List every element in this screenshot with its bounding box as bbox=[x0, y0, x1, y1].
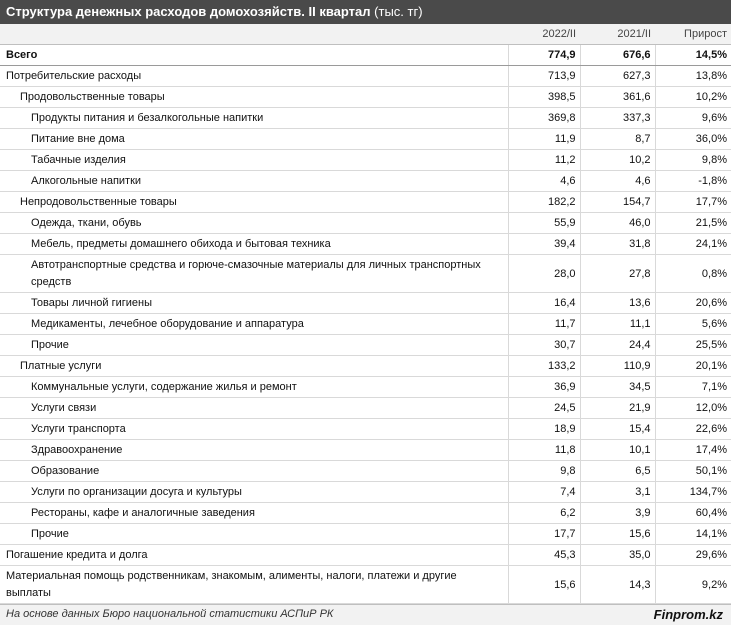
row-name: Платные услуги bbox=[0, 356, 508, 377]
row-name: Автотранспортные средства и горюче-смазочные материалы для личных транспортных средств bbox=[0, 255, 508, 293]
row-name: Образование bbox=[0, 461, 508, 482]
table-row bbox=[0, 545, 731, 566]
row-growth: 24,1% bbox=[655, 234, 731, 255]
row-growth: 21,5% bbox=[655, 213, 731, 234]
row-name: Погашение кредита и долга bbox=[0, 545, 508, 566]
row-growth: 7,1% bbox=[655, 377, 731, 398]
row-value-2022: 24,5 bbox=[508, 398, 580, 419]
row-value-2022: 17,7 bbox=[508, 524, 580, 545]
table-row bbox=[0, 503, 731, 524]
row-name: Прочие bbox=[0, 335, 508, 356]
row-growth: 17,7% bbox=[655, 192, 731, 213]
row-name: Мебель, предметы домашнего обихода и бытовая техника bbox=[0, 234, 508, 255]
row-value-2021: 361,6 bbox=[580, 87, 655, 108]
table-row bbox=[0, 87, 731, 108]
row-name: Алкогольные напитки bbox=[0, 171, 508, 192]
row-value-2022: 16,4 bbox=[508, 293, 580, 314]
row-value-2021: 27,8 bbox=[580, 255, 655, 293]
row-name: Товары личной гигиены bbox=[0, 293, 508, 314]
row-value-2022: 15,6 bbox=[508, 566, 580, 604]
row-growth: 10,2% bbox=[655, 87, 731, 108]
table-row bbox=[0, 192, 731, 213]
row-value-2021: 31,8 bbox=[580, 234, 655, 255]
row-growth: -1,8% bbox=[655, 171, 731, 192]
row-value-2022: 11,8 bbox=[508, 440, 580, 461]
row-growth: 14,5% bbox=[655, 45, 731, 66]
row-name: Здравоохранение bbox=[0, 440, 508, 461]
table-row bbox=[0, 461, 731, 482]
header-2022: 2022/II bbox=[508, 24, 580, 45]
row-name: Питание вне дома bbox=[0, 129, 508, 150]
table-row bbox=[0, 482, 731, 503]
row-name: Коммунальные услуги, содержание жилья и ремонт bbox=[0, 377, 508, 398]
row-growth: 9,8% bbox=[655, 150, 731, 171]
row-value-2021: 676,6 bbox=[580, 45, 655, 66]
row-name: Продукты питания и безалкогольные напитки bbox=[0, 108, 508, 129]
row-value-2021: 10,1 bbox=[580, 440, 655, 461]
table-row bbox=[0, 171, 731, 192]
row-value-2022: 39,4 bbox=[508, 234, 580, 255]
table-row bbox=[0, 108, 731, 129]
row-value-2021: 21,9 bbox=[580, 398, 655, 419]
row-value-2022: 11,9 bbox=[508, 129, 580, 150]
row-value-2022: 36,9 bbox=[508, 377, 580, 398]
row-value-2022: 6,2 bbox=[508, 503, 580, 524]
row-value-2022: 182,2 bbox=[508, 192, 580, 213]
row-growth: 50,1% bbox=[655, 461, 731, 482]
table-row bbox=[0, 524, 731, 545]
row-value-2021: 3,9 bbox=[580, 503, 655, 524]
row-value-2021: 15,4 bbox=[580, 419, 655, 440]
row-name: Услуги по организации досуга и культуры bbox=[0, 482, 508, 503]
row-growth: 36,0% bbox=[655, 129, 731, 150]
row-name: Прочие bbox=[0, 524, 508, 545]
table-row bbox=[0, 234, 731, 255]
table-row bbox=[0, 255, 731, 293]
row-value-2021: 46,0 bbox=[580, 213, 655, 234]
row-growth: 0,8% bbox=[655, 255, 731, 293]
row-value-2022: 398,5 bbox=[508, 87, 580, 108]
table-row bbox=[0, 293, 731, 314]
row-value-2022: 713,9 bbox=[508, 66, 580, 87]
header-growth: Прирост bbox=[655, 24, 731, 45]
row-value-2022: 45,3 bbox=[508, 545, 580, 566]
row-growth: 22,6% bbox=[655, 419, 731, 440]
table-row bbox=[0, 66, 731, 87]
row-name: Непродовольственные товары bbox=[0, 192, 508, 213]
row-value-2022: 11,2 bbox=[508, 150, 580, 171]
row-value-2021: 24,4 bbox=[580, 335, 655, 356]
row-value-2022: 9,8 bbox=[508, 461, 580, 482]
row-value-2022: 18,9 bbox=[508, 419, 580, 440]
row-value-2021: 35,0 bbox=[580, 545, 655, 566]
row-value-2021: 8,7 bbox=[580, 129, 655, 150]
row-value-2021: 154,7 bbox=[580, 192, 655, 213]
table-row bbox=[0, 566, 731, 604]
row-growth: 12,0% bbox=[655, 398, 731, 419]
footer bbox=[0, 604, 731, 625]
row-value-2021: 34,5 bbox=[580, 377, 655, 398]
row-value-2022: 55,9 bbox=[508, 213, 580, 234]
row-growth: 5,6% bbox=[655, 314, 731, 335]
row-growth: 17,4% bbox=[655, 440, 731, 461]
row-value-2021: 337,3 bbox=[580, 108, 655, 129]
row-value-2022: 7,4 bbox=[508, 482, 580, 503]
row-growth: 134,7% bbox=[655, 482, 731, 503]
row-value-2021: 627,3 bbox=[580, 66, 655, 87]
row-value-2022: 774,9 bbox=[508, 45, 580, 66]
source-note: На основе данных Бюро национальной статистики АСПиР РК bbox=[6, 608, 334, 620]
row-name: Всего bbox=[0, 45, 508, 66]
row-value-2021: 4,6 bbox=[580, 171, 655, 192]
table-row bbox=[0, 213, 731, 234]
row-growth: 60,4% bbox=[655, 503, 731, 524]
header-2021: 2021/II bbox=[580, 24, 655, 45]
row-value-2021: 110,9 bbox=[580, 356, 655, 377]
row-name: Услуги транспорта bbox=[0, 419, 508, 440]
row-growth: 20,6% bbox=[655, 293, 731, 314]
expenses-table bbox=[0, 24, 731, 604]
row-value-2021: 10,2 bbox=[580, 150, 655, 171]
row-value-2021: 14,3 bbox=[580, 566, 655, 604]
row-growth: 9,2% bbox=[655, 566, 731, 604]
table-row bbox=[0, 45, 731, 66]
table-row bbox=[0, 377, 731, 398]
row-name: Услуги связи bbox=[0, 398, 508, 419]
row-name: Медикаменты, лечебное оборудование и аппаратура bbox=[0, 314, 508, 335]
row-name: Продовольственные товары bbox=[0, 87, 508, 108]
header-row bbox=[0, 24, 731, 45]
brand-logo: Finprom.kz bbox=[653, 607, 723, 622]
table-row bbox=[0, 150, 731, 171]
row-value-2021: 3,1 bbox=[580, 482, 655, 503]
row-value-2021: 13,6 bbox=[580, 293, 655, 314]
row-name: Потребительские расходы bbox=[0, 66, 508, 87]
table-row bbox=[0, 398, 731, 419]
row-value-2022: 4,6 bbox=[508, 171, 580, 192]
row-name: Одежда, ткани, обувь bbox=[0, 213, 508, 234]
row-growth: 29,6% bbox=[655, 545, 731, 566]
row-growth: 25,5% bbox=[655, 335, 731, 356]
table-title bbox=[0, 0, 731, 24]
unit-text: (тыс. тг) bbox=[374, 4, 423, 19]
row-value-2021: 15,6 bbox=[580, 524, 655, 545]
row-growth: 14,1% bbox=[655, 524, 731, 545]
table-row bbox=[0, 314, 731, 335]
row-value-2022: 11,7 bbox=[508, 314, 580, 335]
table-row bbox=[0, 440, 731, 461]
row-name: Табачные изделия bbox=[0, 150, 508, 171]
row-value-2022: 28,0 bbox=[508, 255, 580, 293]
title-text: Структура денежных расходов домохозяйств. II квартал bbox=[6, 4, 371, 19]
row-value-2021: 11,1 bbox=[580, 314, 655, 335]
table-row bbox=[0, 129, 731, 150]
header-category bbox=[0, 24, 508, 45]
row-growth: 9,6% bbox=[655, 108, 731, 129]
row-name: Материальная помощь родственникам, знакомым, алименты, налоги, платежи и другие выплаты bbox=[0, 566, 508, 604]
table-row bbox=[0, 419, 731, 440]
row-value-2022: 30,7 bbox=[508, 335, 580, 356]
row-name: Рестораны, кафе и аналогичные заведения bbox=[0, 503, 508, 524]
table-row bbox=[0, 356, 731, 377]
row-value-2022: 133,2 bbox=[508, 356, 580, 377]
row-value-2021: 6,5 bbox=[580, 461, 655, 482]
row-growth: 13,8% bbox=[655, 66, 731, 87]
row-value-2022: 369,8 bbox=[508, 108, 580, 129]
row-growth: 20,1% bbox=[655, 356, 731, 377]
table-row bbox=[0, 335, 731, 356]
